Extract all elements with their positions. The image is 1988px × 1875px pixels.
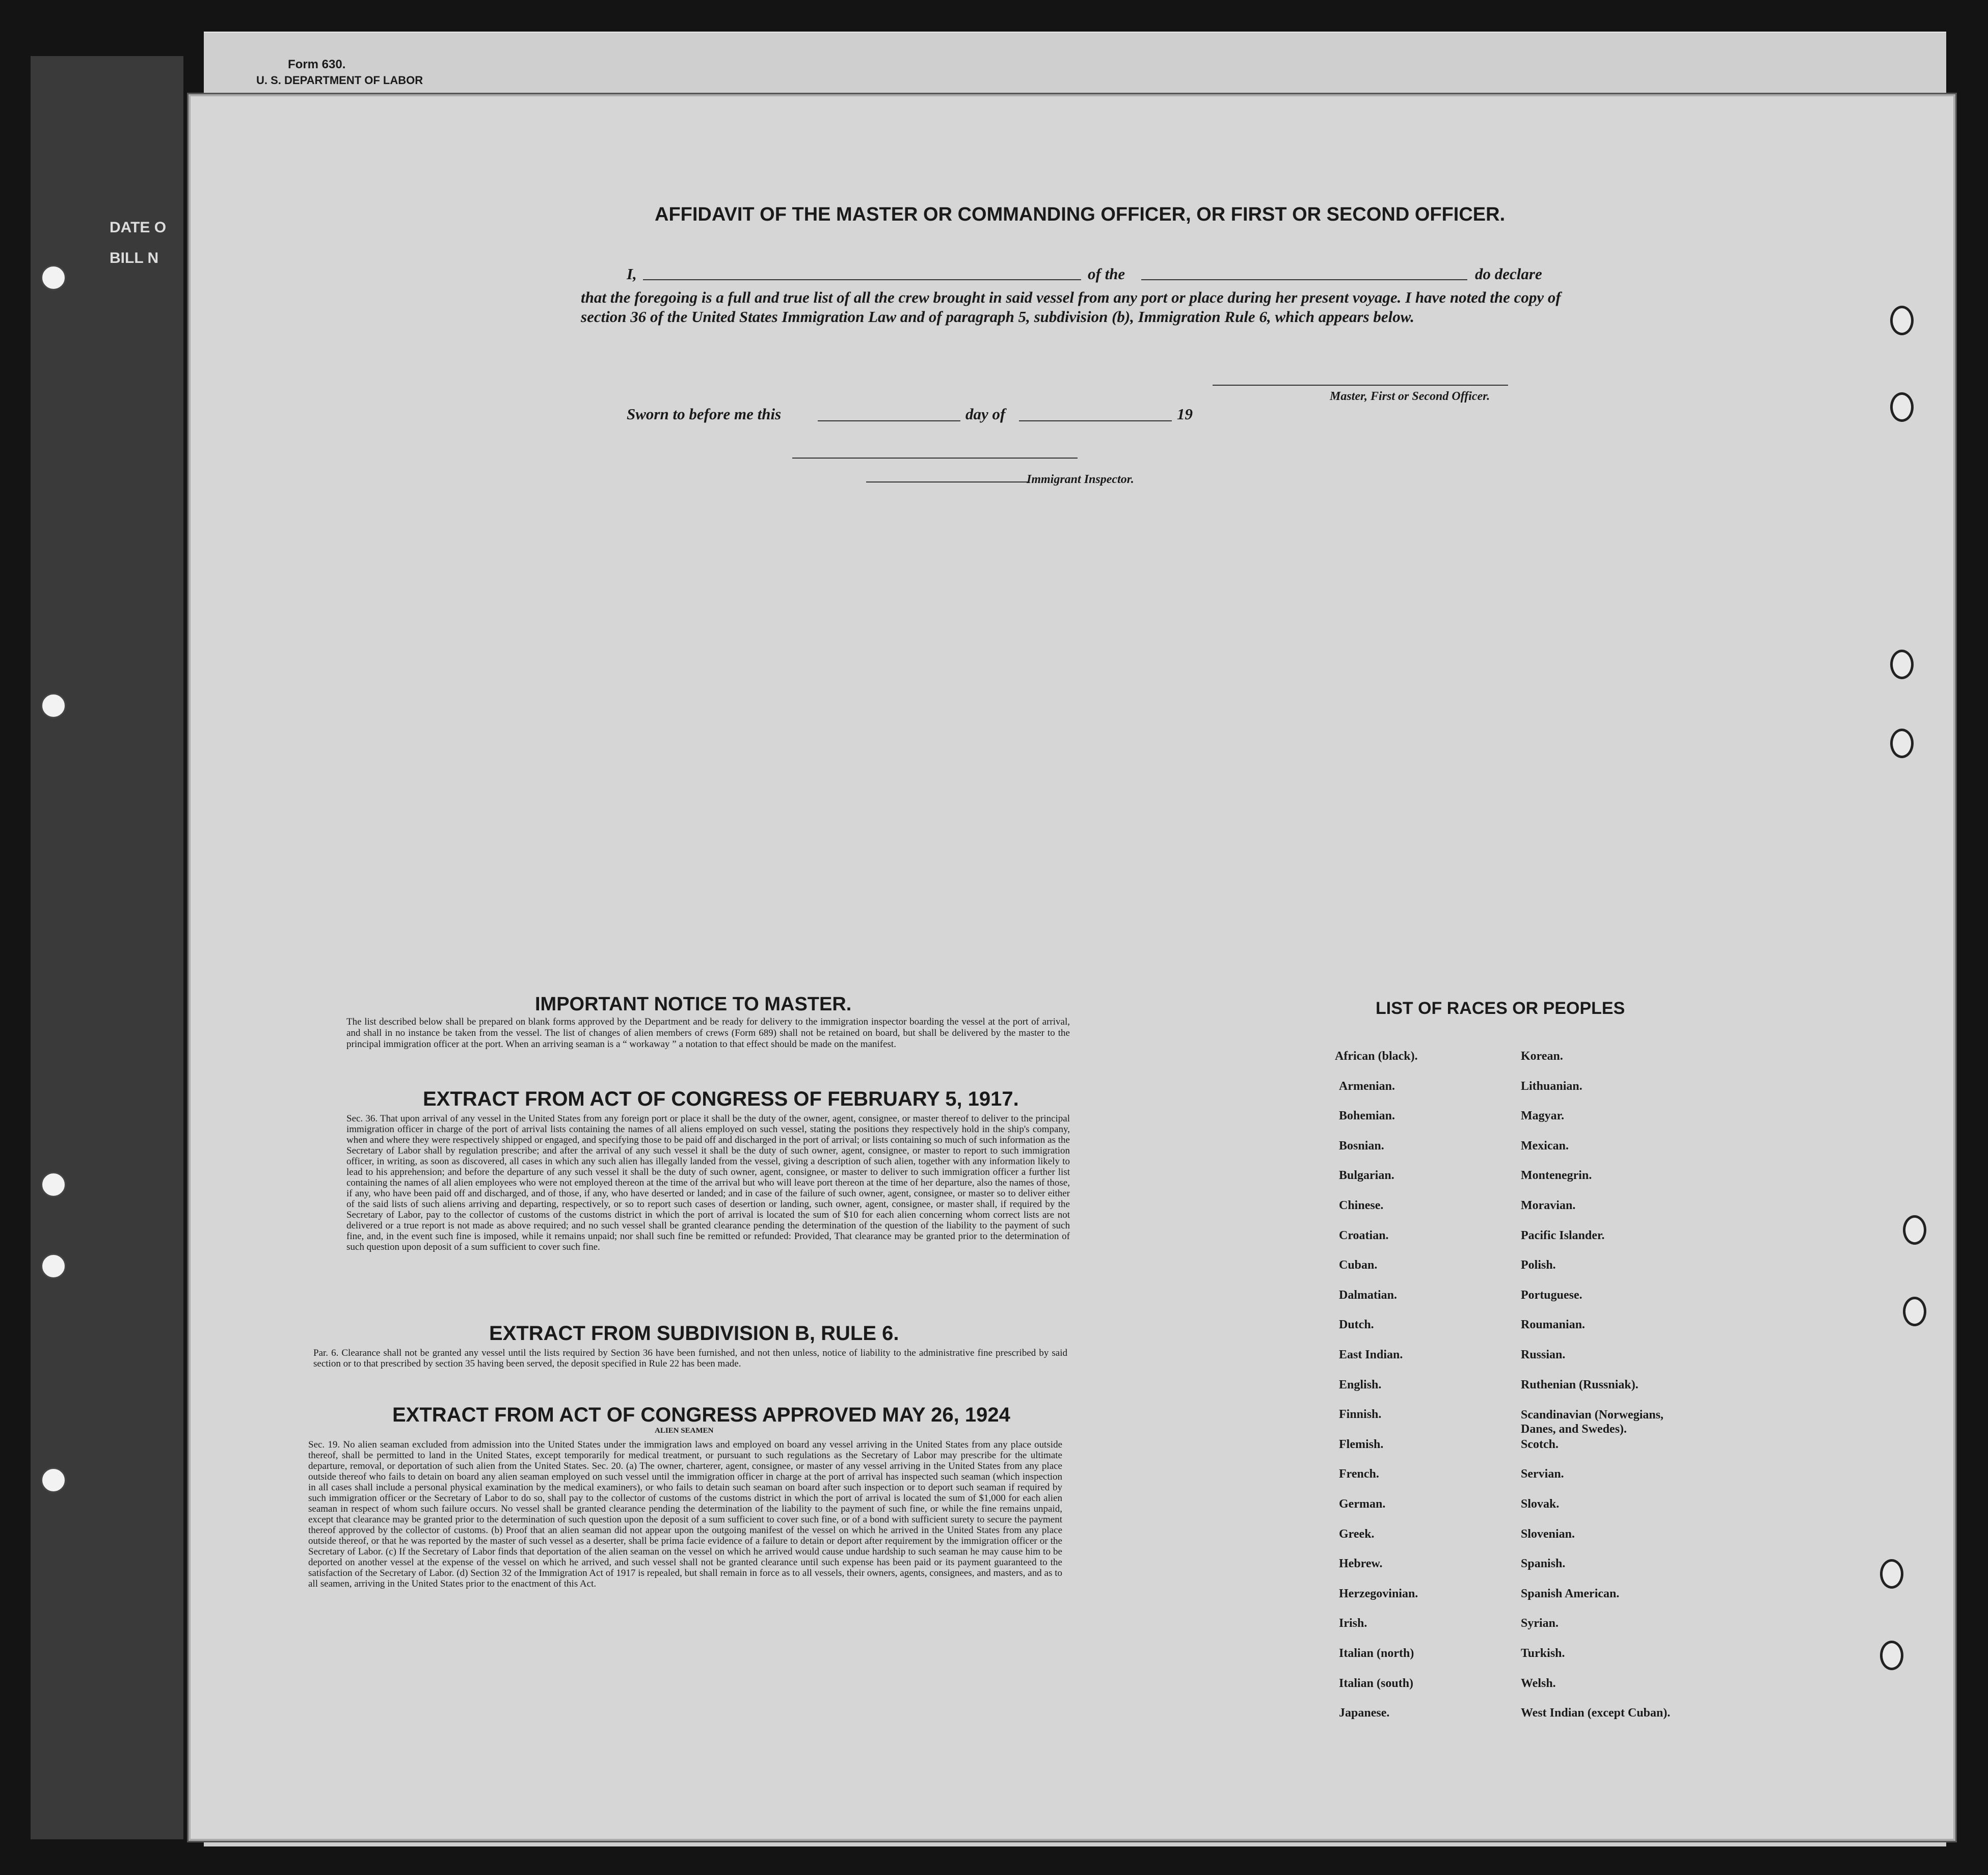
race-item: Turkish. xyxy=(1521,1647,1565,1660)
affidavit-body: that the foregoing is a full and true list of all the crew brought in said vessel from any port or place during her present voyage. I have noted the copy of section 36 of the United States Immigration Law and of paragraph 5, subdivision (b), Immigration Rule 6, which appears below. xyxy=(581,288,1561,326)
race-item: Armenian. xyxy=(1339,1079,1395,1093)
race-item: French. xyxy=(1339,1467,1379,1481)
punch-hole xyxy=(41,265,66,290)
binder-ring xyxy=(1890,306,1914,335)
race-item: Moravian. xyxy=(1521,1199,1576,1212)
race-item: English. xyxy=(1339,1378,1382,1391)
race-item: Spanish. xyxy=(1521,1557,1566,1571)
master-signature-label: Master, First or Second Officer. xyxy=(1330,390,1490,403)
race-item: Syrian. xyxy=(1521,1617,1559,1630)
race-item: Servian. xyxy=(1521,1467,1564,1481)
affidavit-i: I, xyxy=(627,265,637,283)
binder-ring xyxy=(1890,392,1914,422)
race-item: Polish. xyxy=(1521,1258,1556,1272)
binder-ring xyxy=(1903,1297,1926,1326)
affidavit-declare: do declare xyxy=(1475,265,1542,283)
binder-ring xyxy=(1880,1641,1903,1670)
extract-1924-body: Sec. 19. No alien seaman excluded from admission into the United States under the immigration laws and employed on board any vessel arriving in the United States from any place outside thereof, shall be permitted to land in the United States, except temporarily for medical treatment, or pursuant to such regulations as the Secretary of Labor may prescribe for the ultimate departure, removal, or deportation of such alien from the United States. Sec. 20. (a) The owner, charterer, agent, consignee, or master of any vessel arriving in the United States from any place outside thereof who fails to detain on board any alien seaman employed on such vessel until the immigration officer in charge at the port of arrival has inspected such seaman (which inspection in all cases shall include a personal physical examination by the medical examiners), or who fails to detain such seaman on board after such inspection or to deport such seaman if required by such immigration officer or the Secretary of Labor to do so, shall pay to the collector of customs of the customs district in which the port of arrival is located the sum of $1,000 for each alien seaman in respect of whom such failure occurs. No vessel shall be granted clearance pending the determination of the liability to the payment of such fine, or while the fine remains unpaid, except that clearance may be granted prior to the determination of such question upon the deposit of a sum sufficient to cover such fine, or of a bond with sufficient surety to secure the payment thereof approved by the collector of customs. (b) Proof that an alien seaman did not appear upon the outgoing manifest of the vessel on which he arrived in the United States from any place outside thereof, or that he was reported by the master of such vessel as a deserter, shall be prima facie evidence of a failure to detain or deport after requirement by the immigration officer or the Secretary of Labor. (c) If the Secretary of Labor finds that deportation of the alien seaman on the vessel on which he arrived would cause undue hardship to such seaman he may cause him to be deported on another vessel at the expense of the vessel on which he arrived, and such vessel shall not be granted clearance until such expense has been paid or its payment guaranteed to the satisfaction of the Secretary of Labor. (d) Section 32 of the Immigration Act of 1917 is repealed, but shall remain in force as to all vessels, their owners, agents, consignees, and masters, and as to all seamen, arriving in the United States prior to the enactment of this Act. xyxy=(308,1439,1062,1589)
binder-ring xyxy=(1890,650,1914,679)
race-item: Bohemian. xyxy=(1339,1109,1395,1123)
race-item: Chinese. xyxy=(1339,1199,1384,1212)
punch-hole xyxy=(41,1467,66,1493)
year-prefix: 19 xyxy=(1177,405,1193,423)
inspector-signature-field[interactable] xyxy=(792,458,1078,459)
race-item: Slovenian. xyxy=(1521,1527,1575,1541)
race-item: West Indian (except Cuban). xyxy=(1521,1706,1671,1720)
race-item: Roumanian. xyxy=(1521,1318,1586,1332)
race-item: Croatian. xyxy=(1339,1228,1389,1242)
race-item: Dalmatian. xyxy=(1339,1288,1397,1302)
master-signature-field[interactable] xyxy=(1213,385,1508,386)
race-item: Dutch. xyxy=(1339,1318,1374,1332)
sworn-label: Sworn to before me this xyxy=(627,405,782,423)
race-item: Mexican. xyxy=(1521,1139,1569,1153)
race-item: Bulgarian. xyxy=(1339,1169,1394,1183)
department-name: U. S. DEPARTMENT OF LABOR xyxy=(256,74,423,87)
race-item: Flemish. xyxy=(1339,1437,1384,1451)
punch-hole xyxy=(41,693,66,718)
sworn-month-field[interactable] xyxy=(1019,420,1172,421)
vessel-name-field[interactable] xyxy=(1141,279,1467,280)
race-item: African (black). xyxy=(1335,1050,1418,1063)
binder-ring xyxy=(1880,1559,1903,1589)
rule6-title: EXTRACT FROM SUBDIVISION B, RULE 6. xyxy=(489,1322,899,1345)
sworn-day-field[interactable] xyxy=(818,420,960,421)
race-item: Hebrew. xyxy=(1339,1557,1383,1571)
form-number: Form 630. xyxy=(288,58,346,71)
race-item: Slovak. xyxy=(1521,1497,1560,1511)
race-item: Irish. xyxy=(1339,1617,1367,1630)
race-item: Herzegovinian. xyxy=(1339,1587,1418,1600)
race-item: Cuban. xyxy=(1339,1258,1378,1272)
race-item: Russian. xyxy=(1521,1348,1566,1361)
race-item: Ruthenian (Russniak). xyxy=(1521,1378,1638,1391)
race-item: Italian (north) xyxy=(1339,1647,1414,1660)
race-item: Scandinavian (Norwegians, Danes, and Swedes). xyxy=(1521,1408,1664,1436)
race-item: Scotch. xyxy=(1521,1437,1559,1451)
race-item: Welsh. xyxy=(1521,1676,1556,1690)
race-item: East Indian. xyxy=(1339,1348,1403,1361)
race-item: Finnish. xyxy=(1339,1408,1382,1422)
race-item: Japanese. xyxy=(1339,1706,1390,1720)
race-item: Bosnian. xyxy=(1339,1139,1384,1153)
underlying-page-strip xyxy=(31,56,183,1839)
rule6-body: Par. 6. Clearance shall not be granted any vessel until the lists required by Section 36 have been furnished, and not then unless, notice of liability to the administrative fine prescribed by said section or to that prescribed by section 35 having been served, the deposit specified in Rule 22 has been made. xyxy=(313,1348,1067,1369)
race-item: Pacific Islander. xyxy=(1521,1228,1605,1242)
extract-1917-title: EXTRACT FROM ACT OF CONGRESS OF FEBRUARY 5, 1917. xyxy=(423,1088,1019,1110)
alien-seamen-subtitle: ALIEN SEAMEN xyxy=(655,1427,714,1435)
races-title: LIST OF RACES OR PEOPLES xyxy=(1376,999,1625,1018)
race-item: German. xyxy=(1339,1497,1386,1511)
race-item: Italian (south) xyxy=(1339,1676,1414,1690)
punch-hole xyxy=(41,1172,66,1197)
binder-ring xyxy=(1903,1215,1926,1245)
day-of-label: day of xyxy=(965,405,1006,423)
race-item: Spanish American. xyxy=(1521,1587,1620,1600)
affidavit-title: AFFIDAVIT OF THE MASTER OR COMMANDING OFFICER, OR FIRST OR SECOND OFFICER. xyxy=(655,204,1506,225)
bill-label: BILL N xyxy=(110,250,159,266)
race-item: Magyar. xyxy=(1521,1109,1565,1123)
race-item: Portuguese. xyxy=(1521,1288,1582,1302)
extract-1917-body: Sec. 36. That upon arrival of any vessel in the United States from any foreign port or place it shall be the duty of the owner, agent, consignee, or master thereof to deliver to the principal immigration officer in charge of the port of arrival lists containing the names of all aliens employed on such vessel, stating the positions they respectively hold in the ship's company, when and where they were respectively shipped or engaged, and specifying those to be paid off and discharged in the port of arrival; or lists containing so much of such information as the Secretary of Labor shall by regulation prescribe; and after the arrival of any such vessel it shall be the duty of such owner, agent, consignee, or master to report to such immigration officer, in writing, as soon as discovered, all cases in which any such alien has illegally landed from the vessel, giving a description of such alien, together with any information likely to lead to his apprehension; and before the departure of any such vessel it shall be the duty of such owner, agent, consignee, or master to deliver to such immigration officer a further list containing the names of all alien employees who were not employed thereon at the time of the arrival but who will leave port thereon at the time of her departure, also the names of those, if any, who have been paid off and discharged, and of those, if any, who have deserted or landed; and in case of the failure of such owner, agent, consignee, or master so to deliver either of the said lists of such aliens arriving and departing, respectively, or so to report such cases of desertion or landing, such owner, agent, consignee, or master shall, if required by the Secretary of Labor, pay to the collector of customs of the customs district in which the port of arrival is located the sum of $10 for each alien concerning whom correct lists are not delivered or a true report is not made as above required; and no such vessel shall be granted clearance pending the determination of the question of the liability to the payment of such fine, and, in the event such fine is imposed, while it remains unpaid; nor shall such fine be remitted or refunded: Provided, That clearance may be granted prior to the determination of such question upon deposit of a sum sufficient to cover such fine. xyxy=(346,1113,1070,1252)
date-label: DATE O xyxy=(110,219,167,236)
extract-1924-title: EXTRACT FROM ACT OF CONGRESS APPROVED MAY 26, 1924 xyxy=(392,1404,1010,1426)
notice-title: IMPORTANT NOTICE TO MASTER. xyxy=(535,994,852,1015)
punch-hole xyxy=(41,1253,66,1279)
master-name-field[interactable] xyxy=(643,279,1081,280)
inspector-signature-line xyxy=(866,481,1029,483)
binder-ring xyxy=(1890,729,1914,758)
race-item: Greek. xyxy=(1339,1527,1375,1541)
notice-body: The list described below shall be prepared on blank forms approved by the Department and be ready for delivery to the immigration inspector boarding the vessel at the port of arrival, and shall in no instance be taken from the vessel. The list of changes of alien members of crews (Form 689) shall not be retained on board, but shall be delivered by the master to the principal immigration officer at the port. When an arriving seaman is a “ workaway ” a notation to that effect should be made on the manifest. xyxy=(346,1016,1070,1050)
race-item: Montenegrin. xyxy=(1521,1169,1592,1183)
race-item: Korean. xyxy=(1521,1050,1563,1063)
affidavit-of-the: of the xyxy=(1088,265,1125,283)
race-item: Lithuanian. xyxy=(1521,1079,1582,1093)
inspector-label: Immigrant Inspector. xyxy=(1027,473,1134,486)
